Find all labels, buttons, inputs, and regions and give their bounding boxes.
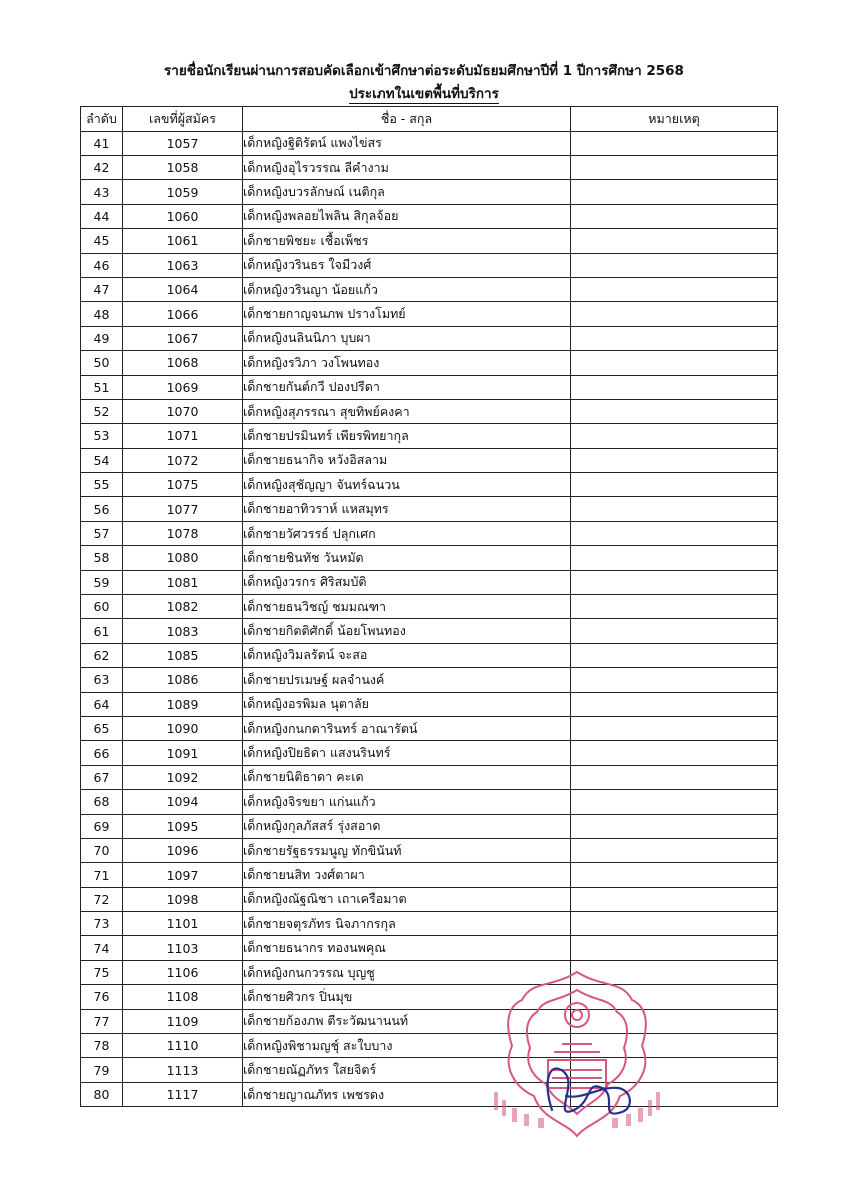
- table-row: [81, 985, 778, 1009]
- table-header-row: [81, 107, 778, 132]
- row-student-name: เด็กชายธนวิชญ์ ชมมณฑา: [243, 595, 571, 619]
- row-note: [571, 424, 778, 448]
- row-number: 52: [81, 399, 123, 423]
- row-applicant-no: 1109: [123, 1009, 243, 1033]
- row-number: 67: [81, 765, 123, 789]
- row-student-name: เด็กชายธนากร ทองนพคุณ: [243, 936, 571, 960]
- row-note: [571, 546, 778, 570]
- table-row: [81, 570, 778, 594]
- table-row: [81, 351, 778, 375]
- row-student-name: เด็กหญิงวรินญา น้อยแก้ว: [243, 277, 571, 301]
- row-number: 44: [81, 204, 123, 228]
- row-note: [571, 253, 778, 277]
- row-number: 56: [81, 497, 123, 521]
- row-note: [571, 692, 778, 716]
- table-row: [81, 838, 778, 862]
- row-number: 60: [81, 595, 123, 619]
- row-number: 54: [81, 448, 123, 472]
- row-number: 65: [81, 716, 123, 740]
- row-applicant-no: 1117: [123, 1082, 243, 1106]
- row-applicant-no: 1064: [123, 277, 243, 301]
- table-row: [81, 692, 778, 716]
- table-row: [81, 887, 778, 911]
- row-applicant-no: 1110: [123, 1034, 243, 1058]
- table-row: [81, 180, 778, 204]
- row-note: [571, 277, 778, 301]
- table-row: [81, 521, 778, 545]
- row-number: 64: [81, 692, 123, 716]
- table-row: [81, 936, 778, 960]
- table-row: [81, 497, 778, 521]
- row-number: 43: [81, 180, 123, 204]
- table-row: [81, 1009, 778, 1033]
- row-applicant-no: 1059: [123, 180, 243, 204]
- subtitle-text: ประเภทในเขตพื้นที่บริการ: [349, 86, 499, 102]
- row-number: 55: [81, 473, 123, 497]
- row-student-name: เด็กชายญาณภัทร เพชรดง: [243, 1082, 571, 1106]
- row-student-name: เด็กชายกันต์กวี ปองปรีดา: [243, 375, 571, 399]
- row-applicant-no: 1061: [123, 229, 243, 253]
- row-applicant-no: 1113: [123, 1058, 243, 1082]
- table-row: [81, 790, 778, 814]
- row-student-name: เด็กชายก้องภพ ตีระวัฒนานนท์: [243, 1009, 571, 1033]
- row-note: [571, 375, 778, 399]
- row-applicant-no: 1082: [123, 595, 243, 619]
- row-student-name: เด็กหญิงรวิภา วงโพนทอง: [243, 351, 571, 375]
- row-note: [571, 814, 778, 838]
- header-name: ชื่อ - สกุล: [243, 107, 571, 132]
- row-note: [571, 521, 778, 545]
- row-number: 62: [81, 643, 123, 667]
- row-note: [571, 351, 778, 375]
- student-table: [80, 106, 778, 1107]
- row-applicant-no: 1091: [123, 741, 243, 765]
- row-student-name: เด็กหญิงสุภรรณา สุขทิพย์คงคา: [243, 399, 571, 423]
- row-number: 42: [81, 155, 123, 179]
- row-number: 51: [81, 375, 123, 399]
- row-number: 46: [81, 253, 123, 277]
- row-note: [571, 229, 778, 253]
- row-student-name: เด็กชายวัศวรรธ์ ปลุกเศก: [243, 521, 571, 545]
- row-student-name: เด็กชายรัฐธรรมนูญ ทักขินันท์: [243, 838, 571, 862]
- row-student-name: เด็กหญิงบวรลักษณ์ เนติกุล: [243, 180, 571, 204]
- header-applicant-no: เลขที่ผู้สมัคร: [123, 107, 243, 132]
- row-applicant-no: 1077: [123, 497, 243, 521]
- row-applicant-no: 1067: [123, 326, 243, 350]
- row-applicant-no: 1103: [123, 936, 243, 960]
- table-row: [81, 229, 778, 253]
- row-note: [571, 399, 778, 423]
- row-student-name: เด็กหญิงวรินธร ใจมีวงศ์: [243, 253, 571, 277]
- row-student-name: เด็กหญิงฐิติรัตน์ แพงไข่สร: [243, 131, 571, 155]
- signature: [548, 1068, 630, 1113]
- table-row: [81, 814, 778, 838]
- row-number: 45: [81, 229, 123, 253]
- row-note: [571, 180, 778, 204]
- row-applicant-no: 1086: [123, 668, 243, 692]
- row-note: [571, 570, 778, 594]
- row-note: [571, 619, 778, 643]
- row-note: [571, 765, 778, 789]
- row-student-name: เด็กชายชินทัช วันหมัด: [243, 546, 571, 570]
- row-student-name: เด็กหญิงอรพิมล นุตาลัย: [243, 692, 571, 716]
- row-number: 41: [81, 131, 123, 155]
- row-number: 75: [81, 960, 123, 984]
- table-row: [81, 302, 778, 326]
- row-number: 73: [81, 912, 123, 936]
- row-applicant-no: 1098: [123, 887, 243, 911]
- row-number: 71: [81, 863, 123, 887]
- row-student-name: เด็กชายอาทิวราห์ แหสมุทร: [243, 497, 571, 521]
- table-row: [81, 131, 778, 155]
- row-number: 58: [81, 546, 123, 570]
- row-note: [571, 448, 778, 472]
- row-applicant-no: 1075: [123, 473, 243, 497]
- row-student-name: เด็กหญิงณัฐณิชา เถาเครือมาต: [243, 887, 571, 911]
- row-applicant-no: 1068: [123, 351, 243, 375]
- school-seal-stamp: [482, 960, 672, 1150]
- table-row: [81, 619, 778, 643]
- row-number: 47: [81, 277, 123, 301]
- row-note: [571, 936, 778, 960]
- table-row: [81, 155, 778, 179]
- row-student-name: เด็กหญิงสุชัญญา จันทร์ฉนวน: [243, 473, 571, 497]
- row-applicant-no: 1090: [123, 716, 243, 740]
- row-number: 66: [81, 741, 123, 765]
- row-student-name: เด็กหญิงกนกดารินทร์ อาณารัตน์: [243, 716, 571, 740]
- row-student-name: เด็กหญิงกนกวรรณ บุญชู: [243, 960, 571, 984]
- row-number: 50: [81, 351, 123, 375]
- row-number: 72: [81, 887, 123, 911]
- row-number: 53: [81, 424, 123, 448]
- table-row: [81, 204, 778, 228]
- row-applicant-no: 1071: [123, 424, 243, 448]
- row-note: [571, 595, 778, 619]
- row-note: [571, 131, 778, 155]
- table-row: [81, 253, 778, 277]
- row-number: 49: [81, 326, 123, 350]
- table-row: [81, 741, 778, 765]
- row-number: 74: [81, 936, 123, 960]
- row-number: 63: [81, 668, 123, 692]
- table-row: [81, 716, 778, 740]
- row-note: [571, 838, 778, 862]
- row-applicant-no: 1101: [123, 912, 243, 936]
- document-subtitle: [0, 85, 848, 103]
- row-note: [571, 912, 778, 936]
- row-student-name: เด็กหญิงอุไรวรรณ ลีคำงาม: [243, 155, 571, 179]
- table-row: [81, 595, 778, 619]
- document-title: รายชื่อนักเรียนผ่านการสอบคัดเลือกเข้าศึกษาต่อระดับมัธยมศึกษาปีที่ 1 ปีการศึกษา 2568: [164, 63, 684, 79]
- header-no: ลำดับ: [81, 107, 123, 132]
- row-applicant-no: 1096: [123, 838, 243, 862]
- table-row: [81, 326, 778, 350]
- row-student-name: เด็กหญิงปิยธิดา แสงนรินทร์: [243, 741, 571, 765]
- row-student-name: เด็กหญิงกุลภัสสร์ รุ่งสอาด: [243, 814, 571, 838]
- table-row: [81, 1082, 778, 1106]
- row-student-name: เด็กชายกิตติศักดิ์ น้อยโพนทอง: [243, 619, 571, 643]
- row-applicant-no: 1095: [123, 814, 243, 838]
- row-note: [571, 741, 778, 765]
- row-number: 77: [81, 1009, 123, 1033]
- row-applicant-no: 1089: [123, 692, 243, 716]
- row-applicant-no: 1078: [123, 521, 243, 545]
- row-student-name: เด็กชายปรมินทร์ เพียรพิทยากุล: [243, 424, 571, 448]
- table-row: [81, 1034, 778, 1058]
- row-student-name: เด็กชายณัฏภัทร ใสยจิตร์: [243, 1058, 571, 1082]
- row-applicant-no: 1060: [123, 204, 243, 228]
- row-applicant-no: 1083: [123, 619, 243, 643]
- row-applicant-no: 1108: [123, 985, 243, 1009]
- row-applicant-no: 1097: [123, 863, 243, 887]
- row-student-name: เด็กชายนสิท วงศ์ตาผา: [243, 863, 571, 887]
- row-applicant-no: 1070: [123, 399, 243, 423]
- row-applicant-no: 1066: [123, 302, 243, 326]
- header-note: หมายเหตุ: [571, 107, 778, 132]
- row-note: [571, 643, 778, 667]
- table-row: [81, 399, 778, 423]
- row-student-name: เด็กชายกาญจนภพ ปรางโมทย์: [243, 302, 571, 326]
- row-applicant-no: 1057: [123, 131, 243, 155]
- row-student-name: เด็กชายธนากิจ หวังอิสลาม: [243, 448, 571, 472]
- row-note: [571, 863, 778, 887]
- row-student-name: เด็กหญิงพิชามญชุ์ สะใบบาง: [243, 1034, 571, 1058]
- row-student-name: เด็กชายศิวกร ปิ่นมุข: [243, 985, 571, 1009]
- row-number: 61: [81, 619, 123, 643]
- table-row: [81, 473, 778, 497]
- row-note: [571, 668, 778, 692]
- table-row: [81, 277, 778, 301]
- row-applicant-no: 1069: [123, 375, 243, 399]
- row-student-name: เด็กหญิงวิมลรัตน์ จะสอ: [243, 643, 571, 667]
- row-student-name: เด็กหญิงจิรขยา แก่นแก้ว: [243, 790, 571, 814]
- row-number: 59: [81, 570, 123, 594]
- row-student-name: เด็กชายพิชยะ เชื้อเพ็ชร: [243, 229, 571, 253]
- row-applicant-no: 1081: [123, 570, 243, 594]
- row-note: [571, 204, 778, 228]
- row-student-name: เด็กชายปรเมษฐ์ ผลจำนงค์: [243, 668, 571, 692]
- row-student-name: เด็กหญิงพลอยไพลิน สิกุลจ้อย: [243, 204, 571, 228]
- row-applicant-no: 1085: [123, 643, 243, 667]
- row-student-name: เด็กชายนิติธาดา คะเด: [243, 765, 571, 789]
- row-note: [571, 716, 778, 740]
- table-row: [81, 375, 778, 399]
- table-row: [81, 765, 778, 789]
- row-number: 80: [81, 1082, 123, 1106]
- row-applicant-no: 1094: [123, 790, 243, 814]
- table-row: [81, 424, 778, 448]
- table-row: [81, 1058, 778, 1082]
- row-applicant-no: 1058: [123, 155, 243, 179]
- table-row: [81, 448, 778, 472]
- row-note: [571, 497, 778, 521]
- row-student-name: เด็กหญิงนลินนิภา บุบผา: [243, 326, 571, 350]
- table-row: [81, 960, 778, 984]
- row-number: 48: [81, 302, 123, 326]
- row-applicant-no: 1072: [123, 448, 243, 472]
- row-applicant-no: 1063: [123, 253, 243, 277]
- row-student-name: เด็กชายจตุรภัทร นิจภากรกุล: [243, 912, 571, 936]
- row-number: 69: [81, 814, 123, 838]
- row-note: [571, 326, 778, 350]
- row-student-name: เด็กหญิงวรกร ศิริสมบัติ: [243, 570, 571, 594]
- row-note: [571, 887, 778, 911]
- row-number: 57: [81, 521, 123, 545]
- row-note: [571, 302, 778, 326]
- row-note: [571, 155, 778, 179]
- row-number: 68: [81, 790, 123, 814]
- table-row: [81, 546, 778, 570]
- row-applicant-no: 1106: [123, 960, 243, 984]
- row-note: [571, 790, 778, 814]
- row-number: 70: [81, 838, 123, 862]
- table-row: [81, 668, 778, 692]
- table-row: [81, 912, 778, 936]
- row-number: 79: [81, 1058, 123, 1082]
- row-applicant-no: 1080: [123, 546, 243, 570]
- row-number: 78: [81, 1034, 123, 1058]
- row-number: 76: [81, 985, 123, 1009]
- row-note: [571, 473, 778, 497]
- table-row: [81, 863, 778, 887]
- row-applicant-no: 1092: [123, 765, 243, 789]
- table-row: [81, 643, 778, 667]
